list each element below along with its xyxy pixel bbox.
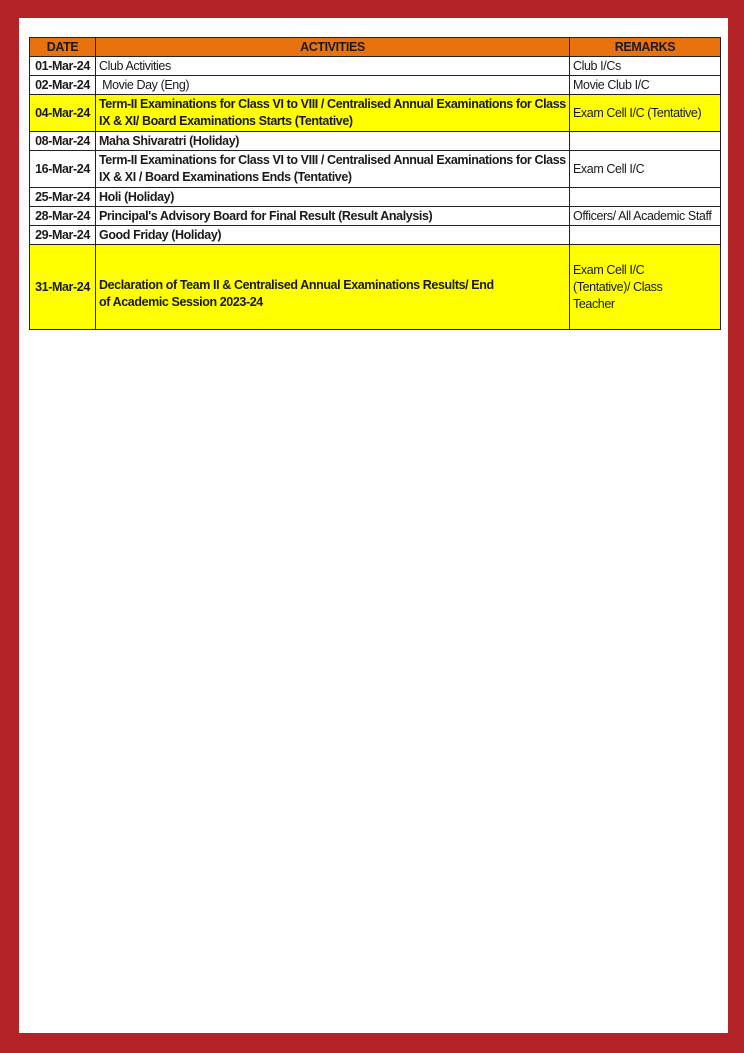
- row-remarks-text: Exam Cell I/C (Tentative)/ Class Teacher: [573, 262, 663, 311]
- table-row: [30, 76, 721, 95]
- row-remarks: [570, 245, 721, 330]
- row-activity: Term-II Examinations for Class VI to VIII / Centralised Annual Examinations for Class IX & XI / Board Examinations Ends (Tentative): [96, 151, 570, 188]
- table-row: [30, 95, 721, 132]
- table-row: [30, 132, 721, 151]
- header-remarks: REMARKS: [570, 38, 721, 57]
- row-activity: Good Friday (Holiday): [96, 226, 570, 245]
- row-activity: Maha Shivaratri (Holiday): [96, 132, 570, 151]
- row-date: 16-Mar-24: [30, 151, 96, 188]
- row-remarks: [570, 226, 721, 245]
- header-activities: ACTIVITIES: [96, 38, 570, 57]
- row-date: 08-Mar-24: [30, 132, 96, 151]
- row-date: 25-Mar-24: [30, 188, 96, 207]
- row-remarks: [570, 132, 721, 151]
- table-row: [30, 188, 721, 207]
- row-date: 04-Mar-24: [30, 95, 96, 132]
- table-row: [30, 245, 721, 330]
- row-remarks: Exam Cell I/C (Tentative): [570, 95, 721, 132]
- header-date: DATE: [30, 38, 96, 57]
- activity-calendar-table: [29, 37, 721, 330]
- row-activity: Principal's Advisory Board for Final Result (Result Analysis): [96, 207, 570, 226]
- row-activity: Term-II Examinations for Class VI to VIII / Centralised Annual Examinations for Class IX & XI/ Board Examinations Starts (Tentative): [96, 95, 570, 132]
- row-date: 02-Mar-24: [30, 76, 96, 95]
- table-row: [30, 57, 721, 76]
- row-date: 31-Mar-24: [30, 245, 96, 330]
- row-activity: Holi (Holiday): [96, 188, 570, 207]
- row-remarks: Movie Club I/C: [570, 76, 721, 95]
- row-activity: [96, 245, 570, 330]
- table-header-row: [30, 38, 721, 57]
- table-row: [30, 151, 721, 188]
- row-activity: Club Activities: [96, 57, 570, 76]
- row-remarks: Exam Cell I/C: [570, 151, 721, 188]
- row-remarks: [570, 188, 721, 207]
- table-row: [30, 207, 721, 226]
- row-remarks: Officers/ All Academic Staff: [570, 207, 721, 226]
- row-remarks: Club I/Cs: [570, 57, 721, 76]
- row-date: 28-Mar-24: [30, 207, 96, 226]
- row-date: 29-Mar-24: [30, 226, 96, 245]
- row-date: 01-Mar-24: [30, 57, 96, 76]
- document-page: [19, 18, 728, 1033]
- row-activity: Movie Day (Eng): [96, 76, 570, 95]
- table-row: [30, 226, 721, 245]
- row-activity-text: Declaration of Team II & Centralised Annual Examinations Results/ End of Academic Session 2023-24: [99, 278, 494, 309]
